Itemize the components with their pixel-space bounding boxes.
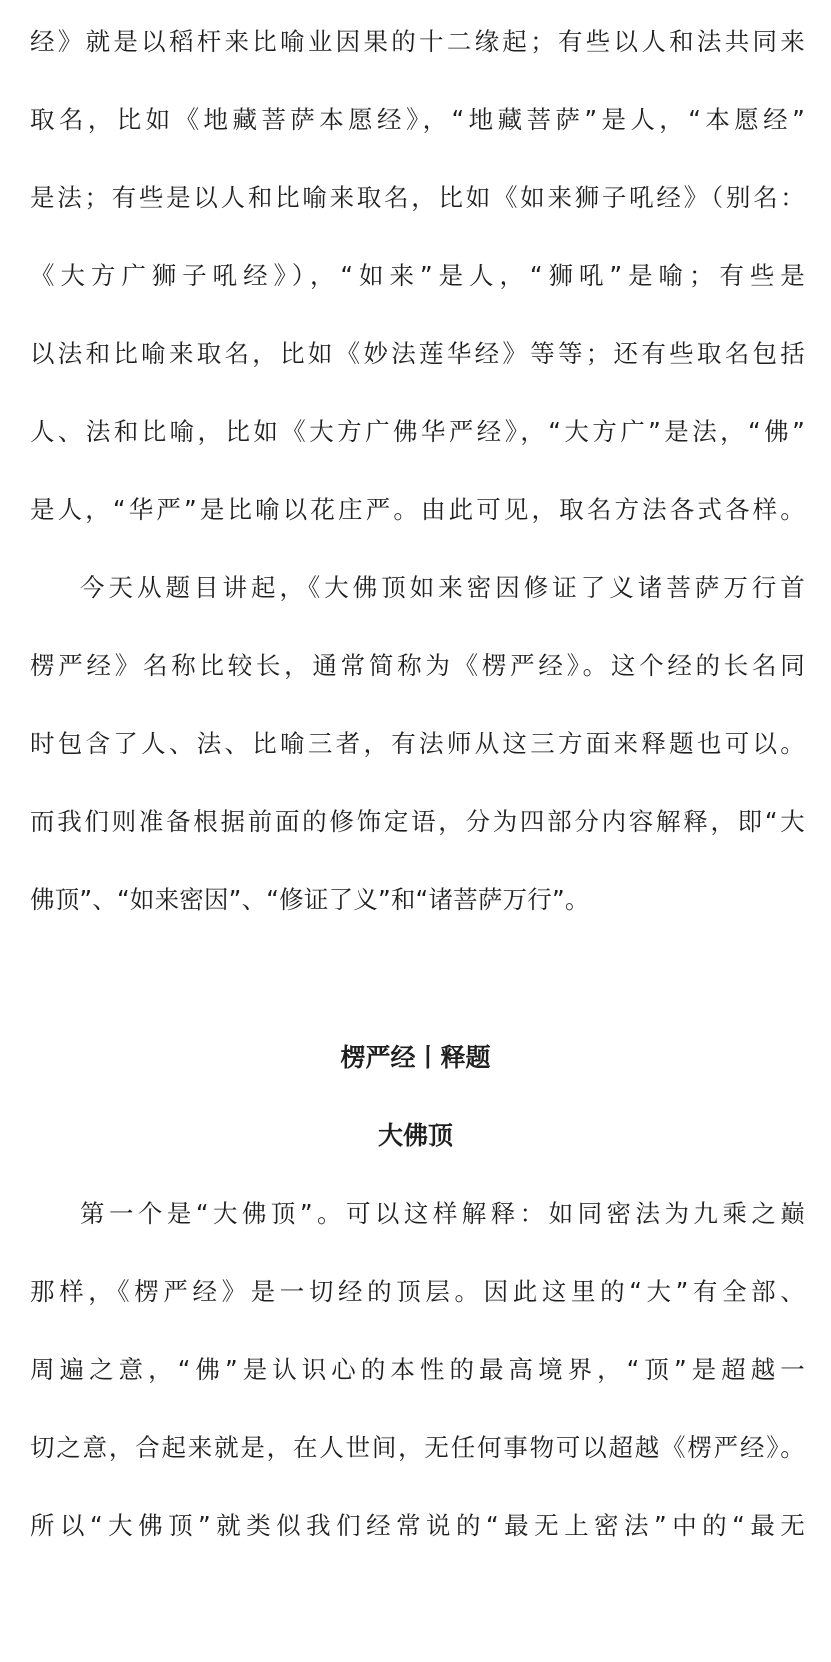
text-line: 是法；有些是以人和比喻来取名，比如《如来狮子吼经》（别名： xyxy=(30,183,805,212)
text-line: 而我们则准备根据前面的修饰定语，分为四部分内容解释，即“大 xyxy=(30,807,805,836)
text-line: 时包含了人、法、比喻三者，有法师从这三方面来释题也可以。 xyxy=(30,729,805,758)
subsection-title: 大佛顶 xyxy=(377,1121,453,1150)
text-line: 人、法和比喻，比如《大方广佛华严经》，“大方广”是法，“佛” xyxy=(30,417,805,446)
text-line: 取名，比如《地藏菩萨本愿经》，“地藏菩萨”是人，“本愿经” xyxy=(30,105,805,134)
text-line: 周遍之意，“佛”是认识心的本性的最高境界，“顶”是超越一 xyxy=(30,1355,805,1384)
text-line: 以法和比喻来取名，比如《妙法莲华经》等等；还有些取名包括 xyxy=(30,339,805,368)
text-line: 今天从题目讲起，《大佛顶如来密因修证了义诸菩萨万行首 xyxy=(80,573,805,602)
text-line: 所以“大佛顶”就类似我们经常说的“最无上密法”中的“最无 xyxy=(30,1511,805,1540)
text-line: 是人，“华严”是比喻以花庄严。由此可见，取名方法各式各样。 xyxy=(30,495,805,524)
text-line: 经》就是以稻杆来比喻业因果的十二缘起；有些以人和法共同来 xyxy=(30,27,805,56)
text-line: 第一个是“大佛顶”。可以这样解释：如同密法为九乘之巅 xyxy=(80,1199,805,1228)
text-line: 佛顶”、“如来密因”、“修证了义”和“诸菩萨万行”。 xyxy=(30,885,590,914)
section-title: 楞严经丨释题 xyxy=(340,1043,491,1072)
text-line: 楞严经》名称比较长，通常简称为《楞严经》。这个经的长名同 xyxy=(30,651,805,680)
text-line: 那样，《楞严经》是一切经的顶层。因此这里的“大”有全部、 xyxy=(30,1277,805,1306)
text-line: 切之意，合起来就是，在人世间，无任何事物可以超越《楞严经》。 xyxy=(30,1433,805,1462)
text-line: 《大方广狮子吼经》），“如来”是人，“狮吼”是喻；有些是 xyxy=(30,261,805,290)
